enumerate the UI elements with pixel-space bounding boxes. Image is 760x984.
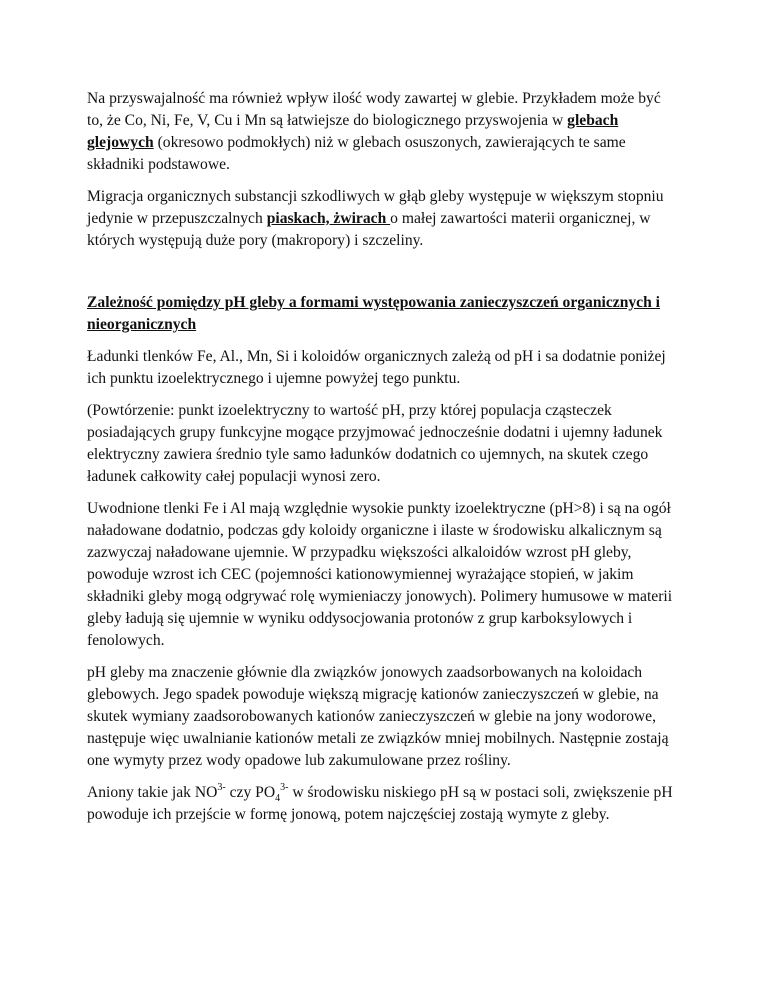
section-heading: Zależność pomiędzy pH gleby a formami występowania zanieczyszczeń organicznych i nieorganicznych [87, 294, 660, 333]
paragraph-text: Migracja organicznych substancji szkodliwych w głąb gleby występuje w większym stopniu jedynie w przepuszczalnych [87, 188, 664, 227]
paragraph-ph-importance: pH gleby ma znaczenie głównie dla związków jonowych zaadsorbowanych na koloidach glebowych. Jego spadek powoduje większą migrację kationów zanieczyszczeń w glebie, na skutek wymiany zaadsorobowanych kationów zanieczyszczeń w glebie na jony wodorowe, następuje więc uwalnianie kationów metali ze związków mniej mobilnych. Następnie zostają one wymyty przez wody opadowe lub zakumulowane przez rośliny. [87, 664, 669, 769]
paragraph-anions [87, 782, 677, 826]
link-glebach-glejowych[interactable]: glebach glejowych [87, 112, 619, 151]
formula-subscript: 4 [275, 793, 281, 805]
paragraph-text: Aniony takie jak [87, 784, 195, 801]
paragraph-isoelectric-note: (Powtórzenie: punkt izoelektryczny to wartość pH, przy której populacja cząsteczek posiadających grupy funkcyjne mogące przyjmować jednocześnie dodatni i ujemny ładunek elektryczny zawiera średnio tyle samo ładunków dodatnich co ujemnych, na skutek czego ładunek całkowity całej populacji wynosi zero. [87, 402, 663, 485]
paragraph-text: o małej zawartości materii organicznej, w których występują duże pory (makropory) i szczeliny. [87, 210, 651, 249]
link-piaskach-zwirach[interactable]: piaskach, żwirach [266, 210, 391, 227]
paragraph-text: Na przyswajalność ma również wpływ ilość wody zawartej w glebie. Przykładem może być to, że Co, Ni, Fe, V, Cu i Mn są łatwiejsze do biologicznego przyswojenia w [87, 90, 661, 129]
paragraph-water-absorption [87, 88, 677, 176]
formula-base: NO [194, 784, 218, 801]
paragraph-hydrated-oxides: Uwodnione tlenki Fe i Al mają względnie wysokie punkty izoelektryczne (pH>8) i są na ogół naładowane dodatnio, podczas gdy koloidy organiczne i ilaste w środowisku alkalicznym są zazwyczaj naładowane ujemnie. W przypadku większości alkaloidów wzrost pH gleby, powoduje wzrost ich CEC (pojemności kationowymiennej wyrażające stopień, w jakim składniki gleby mogą odgrywać rolę wymieniaczy jonowych). Polimery humusowe w materii gleby ładują się ujemnie w wyniku oddysocjowania protonów z grup karboksylowych i fenolowych. [87, 500, 673, 649]
formula-superscript: 3- [280, 782, 289, 793]
paragraph-migration [87, 186, 677, 252]
formula-base: PO [255, 784, 276, 801]
paragraph-charges: Ładunki tlenków Fe, Al., Mn, Si i koloidów organicznych zależą od pH i sa dodatnie poniżej ich punktu izoelektrycznego i ujemne powyżej tego punktu. [87, 348, 666, 387]
formula-phosphate [255, 782, 289, 805]
document-page [87, 88, 677, 836]
paragraph-text: w środowisku niskiego pH są w postaci soli, zwiększenie pH powoduje ich przejście w formę jonową, potem najczęściej zostają wymyte z gleby. [87, 784, 673, 823]
paragraph-text: czy [225, 784, 256, 801]
paragraph-text: (okresowo podmokłych) niż w glebach osuszonych, zawierających te same składniki podstawowe. [87, 134, 626, 173]
formula-nitrate [195, 784, 226, 801]
formula-superscript: 3- [217, 782, 226, 793]
